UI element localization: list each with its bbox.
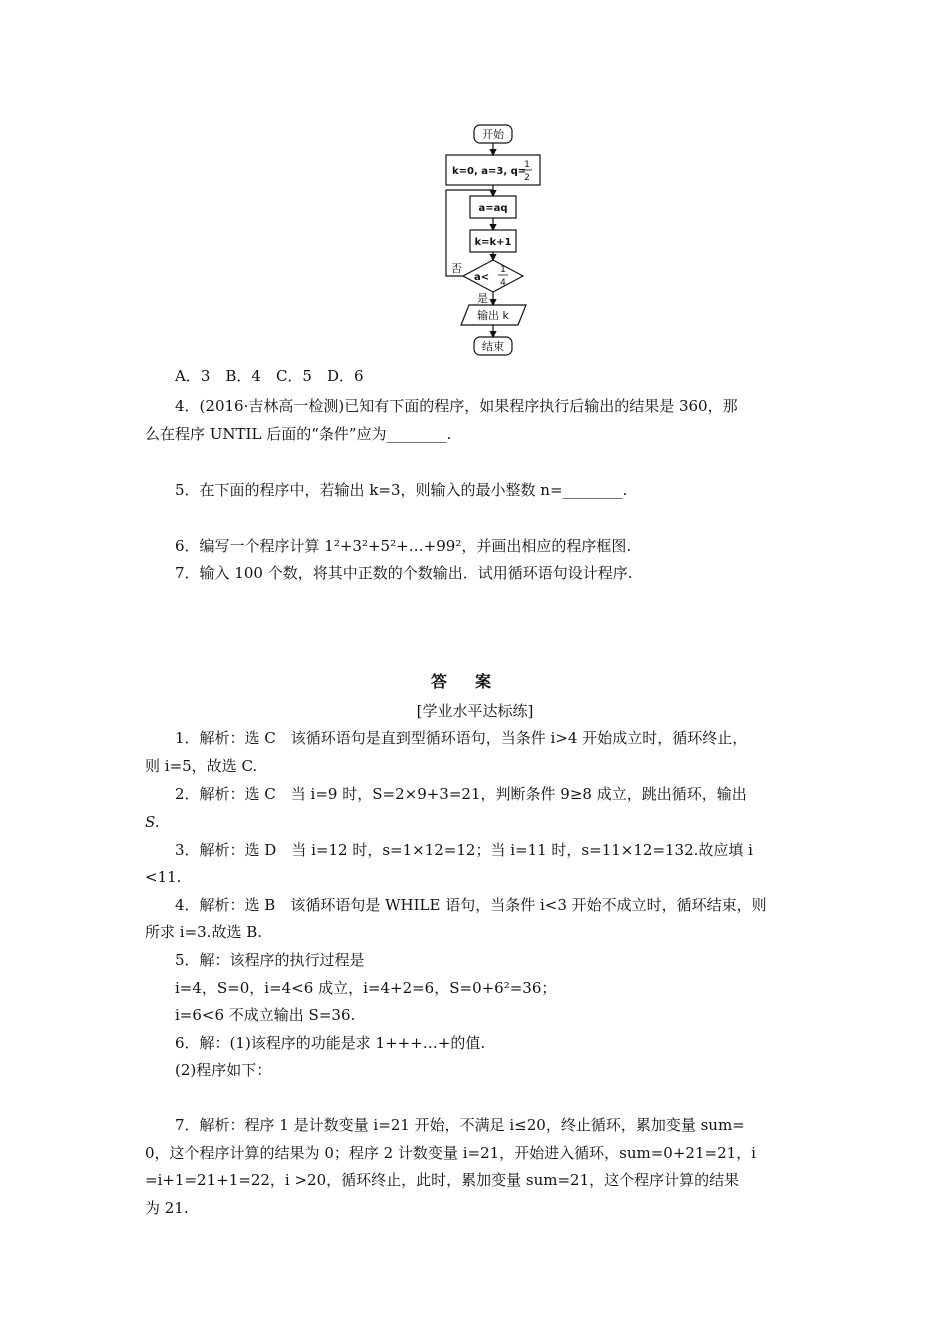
q4-line2: 么在程序 UNTIL 后面的“条件”应为________. bbox=[145, 425, 452, 443]
flowchart-yes-label: 是 bbox=[477, 292, 488, 305]
a6-line1: 6．解：(1)该程序的功能是求 1+++…+的值. bbox=[175, 1034, 486, 1052]
flowchart-half-den: 2 bbox=[524, 173, 530, 183]
flowchart-step1-label: a=aq bbox=[478, 203, 508, 214]
a2-line2: S. bbox=[145, 813, 160, 831]
flowchart-start-label: 开始 bbox=[482, 128, 504, 141]
a7-line3: =i+1=21+1=22，i >20，循环终止，此时，累加变量 sum=21，这个程序计算的结果 bbox=[145, 1171, 740, 1189]
q7-text: 7．输入 100 个数，将其中正数的个数输出．试用循环语句设计程序. bbox=[175, 564, 633, 582]
a5-line1: 5．解：该程序的执行过程是 bbox=[175, 951, 365, 969]
a7-line2: 0，这个程序计算的结果为 0；程序 2 计数变量 i=21，开始进入循环，sum=0+21=21，i bbox=[145, 1144, 756, 1162]
flowchart-step2-label: k=k+1 bbox=[474, 237, 512, 248]
flowchart-cond-label: a< bbox=[474, 272, 490, 283]
flowchart-condition-diamond bbox=[463, 260, 523, 292]
a7-line1: 7．解析：程序 1 是计数变量 i=21 开始，不满足 i≤20，终止循环，累加变量 sum= bbox=[175, 1116, 745, 1134]
a3-line2: <11. bbox=[145, 868, 182, 886]
q3-options: A．3 B．4 C．5 D．6 bbox=[175, 367, 364, 385]
flowchart-output-label: 输出 k bbox=[477, 309, 509, 322]
flowchart-half-num: 1 bbox=[524, 160, 530, 170]
flowchart-no-label: 否 bbox=[451, 262, 462, 275]
flowchart-quarter-num: 1 bbox=[500, 265, 506, 275]
a3-line1: 3．解析：选 D 当 i=12 时，s=1×12=12；当 i=11 时，s=11×12=132.故应填 i bbox=[175, 841, 753, 859]
flowchart bbox=[0, 0, 950, 365]
answers-title: 答案 bbox=[430, 672, 519, 691]
a1-line1: 1．解析：选 C 该循环语句是直到型循环语句，当条件 i>4 开始成立时，循环终止， bbox=[175, 729, 748, 747]
flowchart-init-label: k=0, a=3, q= bbox=[452, 166, 527, 177]
a7-line4: 为 21. bbox=[145, 1199, 189, 1217]
flowchart-end-label: 结束 bbox=[482, 340, 504, 353]
q6-text: 6．编写一个程序计算 1²+3²+5²+…+99²，并画出相应的程序框图. bbox=[175, 537, 632, 555]
a1-line2: 则 i=5，故选 C. bbox=[145, 757, 258, 775]
flowchart-quarter-den: 4 bbox=[500, 278, 506, 288]
a6-line2: (2)程序如下： bbox=[175, 1061, 272, 1079]
a2-line1: 2．解析：选 C 当 i=9 时，S=2×9+3=21，判断条件 9≥8 成立，跳出循环，输出 bbox=[175, 785, 747, 803]
a4-line1: 4．解析：选 B 该循环语句是 WHILE 语句，当条件 i<3 开始不成立时，循环结束，则 bbox=[175, 896, 767, 914]
a5-line2: i=4，S=0，i=4<6 成立，i=4+2=6，S=0+6²=36； bbox=[175, 979, 557, 997]
q5-text: 5．在下面的程序中，若输出 k=3，则输入的最小整数 n=________. bbox=[175, 481, 628, 499]
q4-line1: 4．(2016·吉林高一检测)已知有下面的程序，如果程序执行后输出的结果是 360，那 bbox=[175, 397, 738, 415]
a5-line3: i=6<6 不成立输出 S=36. bbox=[175, 1006, 356, 1024]
a4-line2: 所求 i=3.故选 B. bbox=[145, 923, 263, 941]
answers-subtitle: [学业水平达标练] bbox=[416, 702, 534, 720]
